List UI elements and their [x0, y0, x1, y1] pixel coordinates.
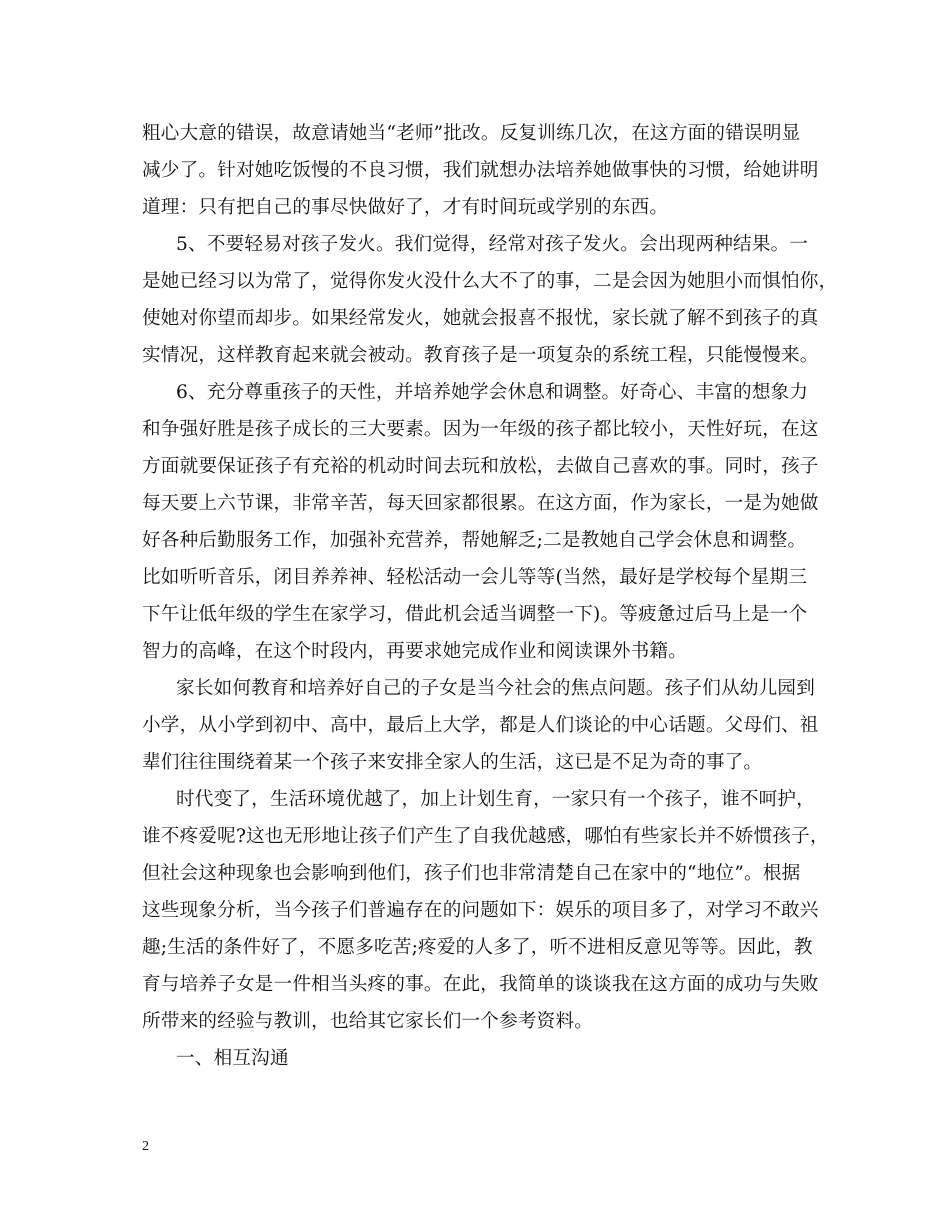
- section-heading: 一、相互沟通: [176, 1048, 289, 1069]
- text-line: 谁不疼爱呢?这也无形地让孩子们产生了自我优越感，哪怕有些家长并不娇惯孩子，: [142, 826, 829, 847]
- text-line: 所带来的经验与教训，也给其它家长们一个参考资料。: [142, 1011, 594, 1032]
- text-line: 实情况，这样教育起来就会被动。教育孩子是一项复杂的系统工程，只能慢慢来。: [142, 345, 819, 366]
- paragraph-start-line: 6、充分尊重孩子的天性，并培养她学会休息和调整。好奇心、丰富的想象力: [176, 382, 809, 403]
- text-line: 好各种后勤服务工作，加强补充营养，帮她解乏;二是教她自己学会休息和调整。: [142, 530, 807, 551]
- text-line: 使她对你望而却步。如果经常发火，她就会报喜不报忧，家长就了解不到孩子的真: [142, 308, 819, 329]
- paragraph-start-line: 5、不要轻易对孩子发火。我们觉得，经常对孩子发火。会出现两种结果。一: [176, 234, 809, 255]
- text-line: 减少了。针对她吃饭慢的不良习惯，我们就想办法培养她做事快的习惯，给她讲明: [142, 160, 819, 181]
- text-line: 育与培养子女是一件相当头疼的事。在此，我简单的谈谈我在这方面的成功与失败: [142, 974, 819, 995]
- text-line: 这些现象分析，当今孩子们普遍存在的问题如下：娱乐的项目多了，对学习不敢兴: [142, 900, 819, 921]
- text-line: 方面就要保证孩子有充裕的机动时间去玩和放松，去做自己喜欢的事。同时，孩子: [142, 456, 819, 477]
- text-line: 粗心大意的错误，故意请她当“老师”批改。反复训练几次，在这方面的错误明显: [142, 123, 801, 144]
- text-line: 小学，从小学到初中、高中，最后上大学，都是人们谈论的中心话题。父母们、祖: [142, 715, 819, 736]
- text-line: 道理：只有把自己的事尽快做好了，才有时间玩或学别的东西。: [142, 197, 669, 218]
- text-line: 辈们往往围绕着某一个孩子来安排全家人的生活，这已是不足为奇的事了。: [142, 752, 763, 773]
- paragraph-start-line: 时代变了，生活环境优越了，加上计划生育，一家只有一个孩子，谁不呵护，: [176, 789, 815, 810]
- text-line: 和争强好胜是孩子成长的三大要素。因为一年级的孩子都比较小，天性好玩，在这: [142, 419, 819, 440]
- text-line: 趣;生活的条件好了，不愿多吃苦;疼爱的人多了，听不进相反意见等等。因此，教: [142, 937, 813, 958]
- page-number: 2: [142, 1139, 149, 1154]
- text-line: 是她已经习以为常了，觉得你发火没什么大不了的事，二是会因为她胆小而惧怕你，: [142, 271, 838, 292]
- text-line: 但社会这种现象也会影响到他们，孩子们也非常清楚自己在家中的“地位”。根据: [142, 863, 801, 884]
- paragraph-start-line: 家长如何教育和培养好自己的子女是当今社会的焦点问题。孩子们从幼儿园到: [176, 678, 815, 699]
- text-line: 智力的高峰，在这个时段内，再要求她完成作业和阅读课外书籍。: [142, 641, 688, 662]
- text-line: 下午让低年级的学生在家学习，借此机会适当调整一下)。等疲惫过后马上是一个: [142, 604, 808, 625]
- text-line: 比如听听音乐，闭目养养神、轻松活动一会儿等等(当然，最好是学校每个星期三: [142, 567, 808, 588]
- text-line: 每天要上六节课，非常辛苦，每天回家都很累。在这方面，作为家长，一是为她做: [142, 493, 819, 514]
